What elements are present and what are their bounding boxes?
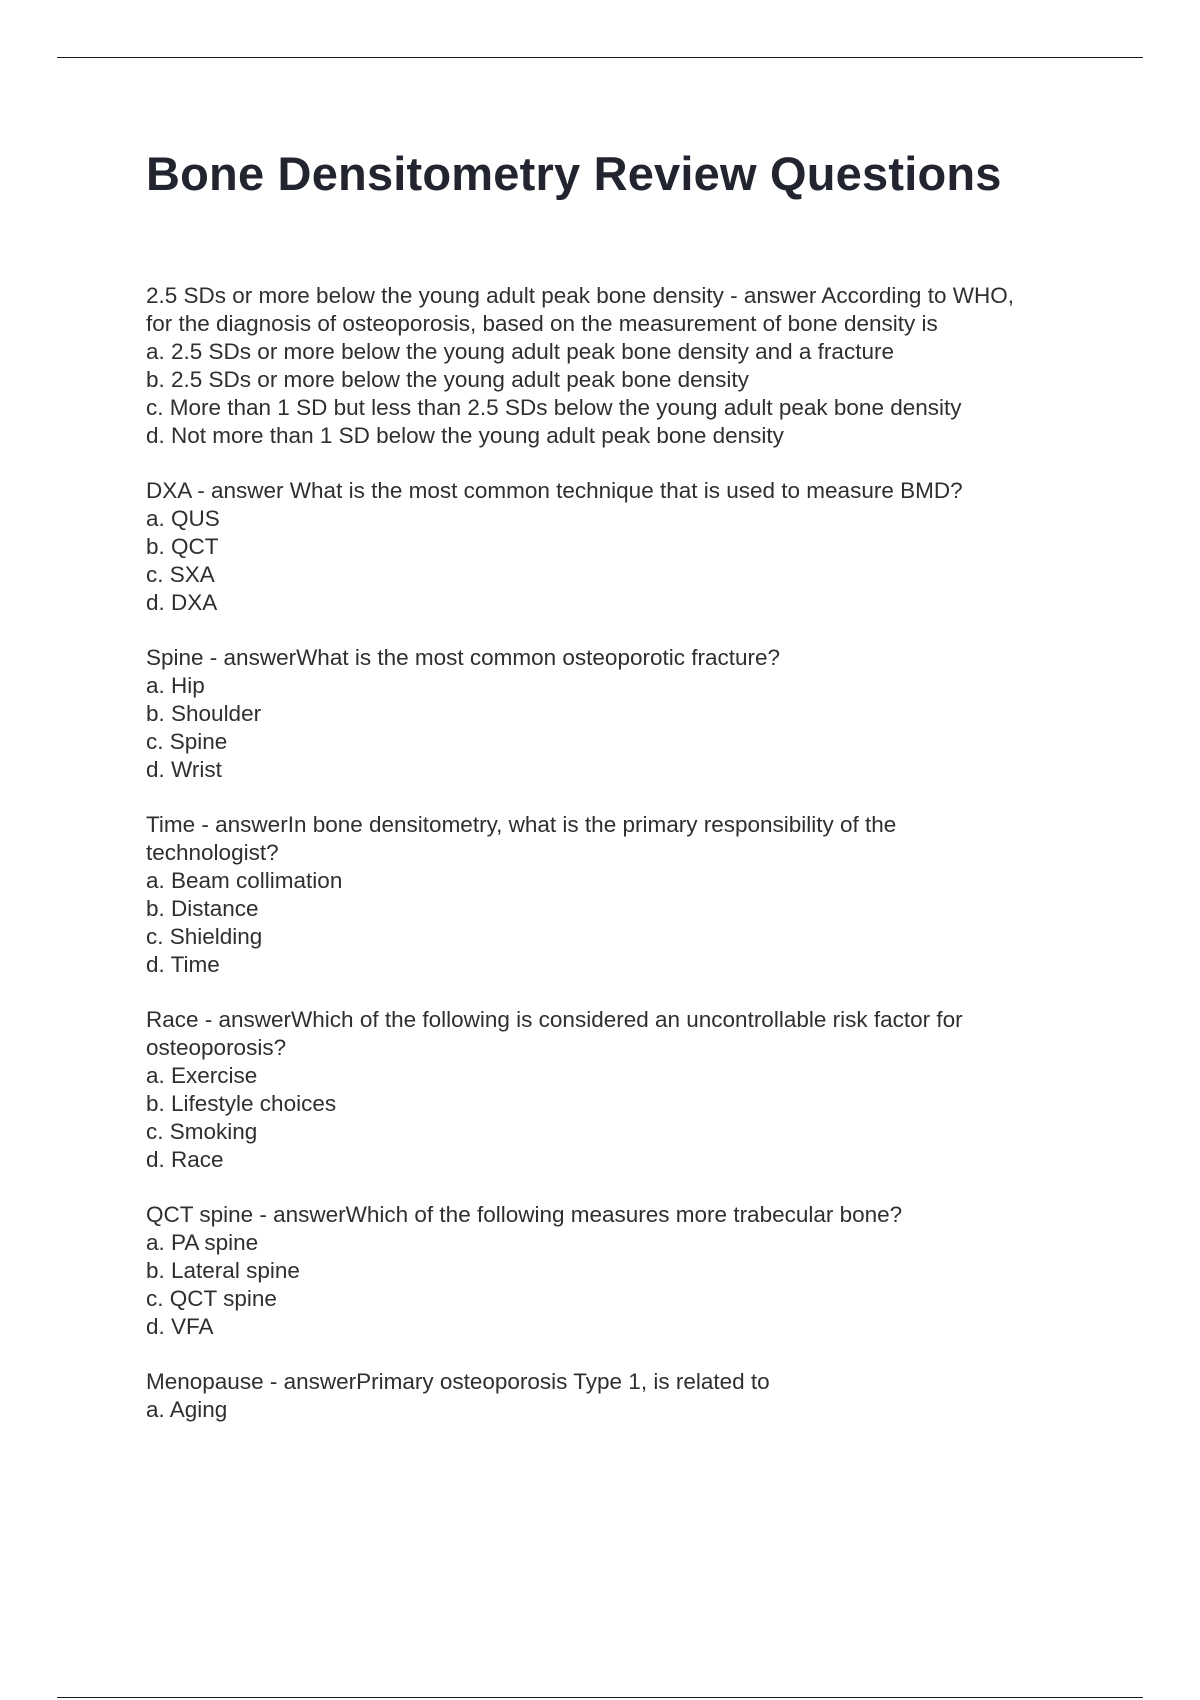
answer-option: c. Shielding <box>146 924 263 949</box>
answer-option: a. PA spine <box>146 1230 259 1255</box>
question-block <box>146 477 1106 617</box>
document-title: Bone Densitometry Review Questions <box>146 147 1002 200</box>
question-block <box>146 811 1106 979</box>
answer-option: d. Race <box>146 1147 224 1172</box>
answer-option: d. Not more than 1 SD below the young adult peak bone density <box>146 423 784 448</box>
question-text: QCT spine - answerWhich of the following measures more trabecular bone? <box>146 1202 903 1227</box>
answer-option: c. More than 1 SD but less than 2.5 SDs below the young adult peak bone density <box>146 395 962 420</box>
question-text: for the diagnosis of osteoporosis, based on the measurement of bone density is <box>146 311 938 336</box>
question-text: Spine - answerWhat is the most common osteoporotic fracture? <box>146 645 781 670</box>
answer-option: b. Shoulder <box>146 701 262 726</box>
answer-option: c. SXA <box>146 562 215 587</box>
bottom-divider <box>57 1697 1143 1698</box>
question-text: technologist? <box>146 840 279 865</box>
answer-option: b. Distance <box>146 896 259 921</box>
answer-option: a. Aging <box>146 1397 228 1422</box>
question-text: Race - answerWhich of the following is considered an uncontrollable risk factor for <box>146 1007 963 1032</box>
document-body <box>146 140 1106 1451</box>
answer-option: c. Spine <box>146 729 228 754</box>
answer-option: a. Beam collimation <box>146 868 343 893</box>
question-block <box>146 1368 1106 1424</box>
answer-option: a. Hip <box>146 673 205 698</box>
question-text: DXA - answer What is the most common technique that is used to measure BMD? <box>146 478 963 503</box>
question-text: Menopause - answerPrimary osteoporosis Type 1, is related to <box>146 1369 770 1394</box>
question-block <box>146 644 1106 784</box>
question-block <box>146 282 1106 450</box>
answer-option: a. Exercise <box>146 1063 258 1088</box>
answer-option: b. 2.5 SDs or more below the young adult peak bone density <box>146 367 749 392</box>
question-list <box>146 282 1106 1424</box>
answer-option: b. QCT <box>146 534 219 559</box>
answer-option: d. DXA <box>146 590 218 615</box>
answer-option: d. VFA <box>146 1314 214 1339</box>
answer-option: d. Wrist <box>146 757 222 782</box>
question-text: 2.5 SDs or more below the young adult peak bone density - answer According to WHO, <box>146 283 1014 308</box>
question-block <box>146 1006 1106 1174</box>
top-divider <box>57 57 1143 58</box>
answer-option: a. 2.5 SDs or more below the young adult peak bone density and a fracture <box>146 339 894 364</box>
question-text: osteoporosis? <box>146 1035 287 1060</box>
answer-option: d. Time <box>146 952 220 977</box>
answer-option: b. Lateral spine <box>146 1258 300 1283</box>
answer-option: c. QCT spine <box>146 1286 277 1311</box>
answer-option: b. Lifestyle choices <box>146 1091 337 1116</box>
answer-option: c. Smoking <box>146 1119 258 1144</box>
question-text: Time - answerIn bone densitometry, what is the primary responsibility of the <box>146 812 897 837</box>
answer-option: a. QUS <box>146 506 220 531</box>
question-block <box>146 1201 1106 1341</box>
